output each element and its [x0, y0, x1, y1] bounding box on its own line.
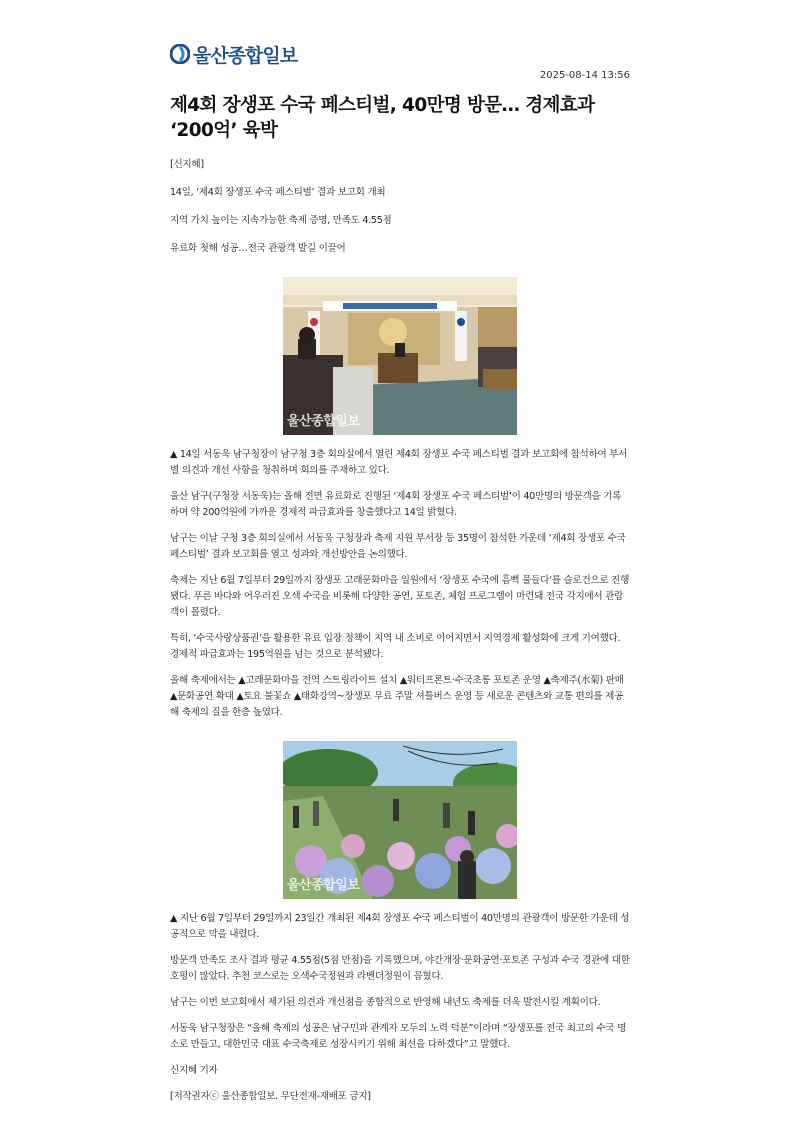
body-paragraph: 축제는 지난 6월 7일부터 29일까지 장생포 고래문화마을 일원에서 ‘장생포 수국에 흠뻑 물들다’를 슬로건으로 진행됐다. 푸른 바다와 어우러진 오색 수국을 비롯해 다양한 공연, 포토존, 체험 프로그램이 마련돼 전국 각지에서 관람객이 몰렸다. — [170, 575, 630, 618]
body-paragraph: 남구는 이날 구청 3층 회의실에서 서동욱 구청장과 축제 지원 부서장 등 35명이 참석한 가운데 ‘제4회 장생포 수국 페스티벌’ 결과 보고회를 열고 성과와 개선방안을 논의했다. — [170, 533, 626, 560]
photo-watermark: 울산종합일보 — [287, 878, 360, 893]
subhead-3: 유료화 첫해 성공…전국 관광객 발길 이끌어 — [170, 243, 346, 254]
article-byline: [신지혜] — [170, 159, 204, 170]
reporter-name: 신지혜 기자 — [170, 1065, 218, 1076]
article-page — [170, 40, 630, 1115]
festival-photo — [283, 741, 517, 899]
copyright-notice: [저작권자ⓒ 울산종합일보. 무단전재-재배포 금지] — [170, 1091, 371, 1102]
photo-watermark: 울산종합일보 — [287, 414, 360, 429]
body-paragraph: 올해 축제에서는 ▲고래문화마을 전역 스트링라이트 설치 ▲워터프론트·수국초롱 포토존 운영 ▲축제주(水菊) 판매 ▲문화공연 확대 ▲토요 불꽃쇼 ▲태화강역~장생포 무료 주말 셔틀버스 운영 등 새로운 콘텐츠와 교통 편의를 제공해 축제의 질을 한층 높였다. — [170, 675, 624, 718]
body-paragraph: 서동욱 남구청장은 “올해 축제의 성공은 남구민과 관계자 모두의 노력 덕분”이라며 “장생포를 전국 최고의 수국 명소로 만들고, 대한민국 대표 수국축제로 성장시키기 위해 최선을 다하겠다”고 말했다. — [170, 1023, 627, 1050]
subhead-1: 14일, ‘제4회 장생포 수국 페스티벌’ 결과 보고회 개최 — [170, 187, 386, 198]
body-paragraph: 남구는 이번 보고회에서 제기된 의견과 개선점을 종합적으로 반영해 내년도 축제를 더욱 발전시킬 계획이다. — [170, 997, 601, 1008]
body-paragraph: 방문객 만족도 조사 결과 평균 4.55점(5점 만점)을 기록했으며, 야간개장·문화공연·포토존 구성과 수국 경관에 대한 호평이 많았다. 추천 코스로는 오색수국정원과 라벤더정원이 꼽혔다. — [170, 955, 630, 982]
body-paragraph: 울산 남구(구청장 서동욱)는 올해 전면 유료화로 진행된 ‘제4회 장생포 수국 페스티벌’이 40만명의 방문객을 기록하며 약 200억원에 가까운 경제적 파급효과를 창출했다고 14일 밝혔다. — [170, 491, 622, 518]
subhead-2: 지역 가치 높이는 지속가능한 축제 증명, 만족도 4.55점 — [170, 215, 392, 226]
article-headline: 제4회 장생포 수국 페스티벌, 40만명 방문… 경제효과 ‘200억’ 육박 — [170, 95, 595, 141]
photo2-caption: ▲ 지난 6월 7일부터 29일까지 23일간 개최된 제4회 장생포 수국 페스티벌이 40만명의 관광객이 방문한 가운데 성공적으로 막을 내렸다. — [170, 913, 630, 940]
logo-text: 울산종합일보 — [193, 44, 298, 67]
photo1-caption: ▲ 14일 서동욱 남구청장이 남구청 3층 회의실에서 열린 제4회 장생포 수국 페스티벌 결과 보고회에 참석하여 부서별 의견과 개선 사항을 청취하며 회의를 주재하고 있다. — [170, 449, 628, 476]
body-paragraph: 특히, ‘수국사랑상품권’을 활용한 유료 입장 정책이 지역 내 소비로 이어지면서 지역경제 활성화에 크게 기여했다. 경제적 파급효과는 195억원을 넘는 것으로 분석됐다. — [170, 633, 621, 660]
masthead-logo[interactable] — [170, 40, 630, 68]
logo-mark-icon — [170, 44, 190, 64]
article-datetime: 2025-08-14 13:56 — [539, 70, 630, 81]
meeting-photo — [283, 277, 517, 435]
